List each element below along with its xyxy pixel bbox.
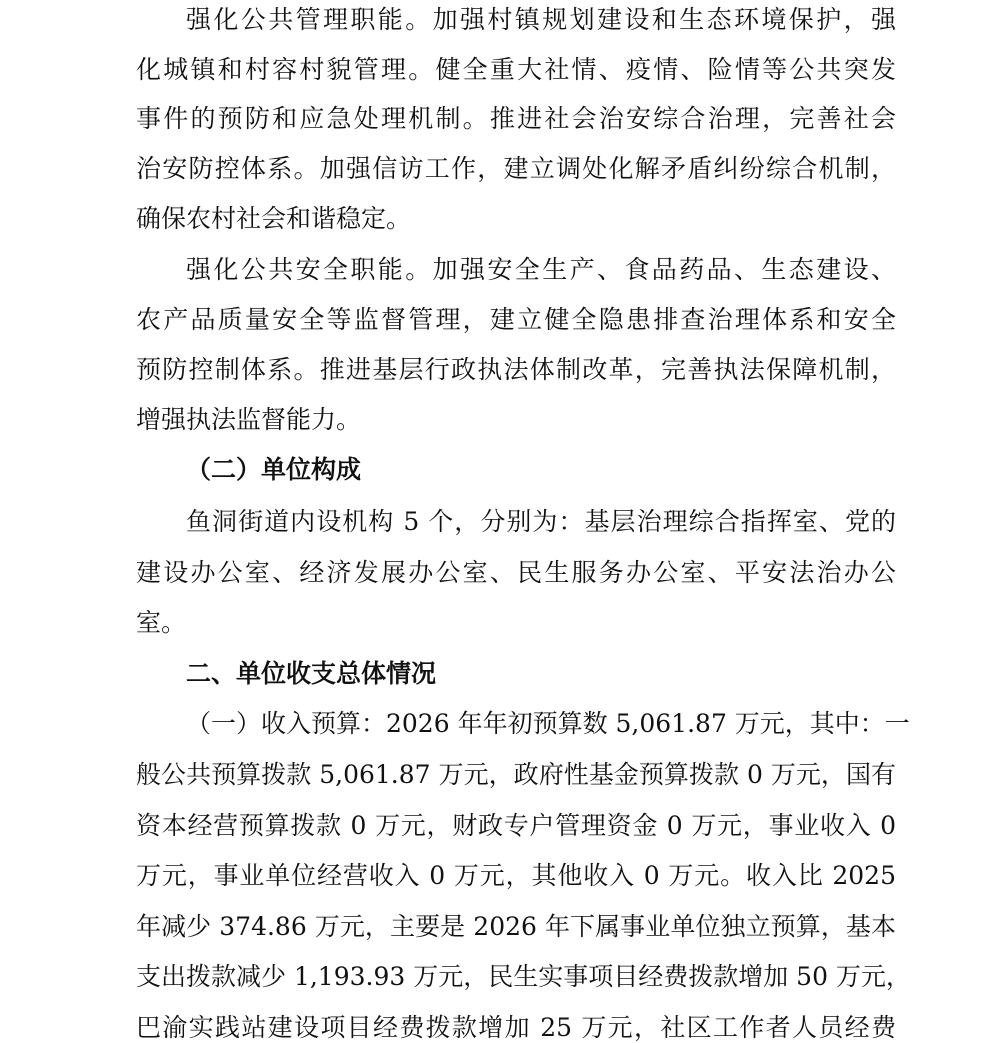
paragraph-line: 增强执法监督能力。 [136,405,362,434]
paragraph-line: 确保农村社会和谐稳定。 [136,204,412,233]
paragraph-line: 农产品质量安全等监督管理，建立健全隐患排查治理体系和安全 [136,305,896,334]
paragraph-line: 治安防控体系。加强信访工作，建立调处化解矛盾纠纷综合机制， [136,154,896,183]
paragraph-line: 事件的预防和应急处理机制。推进社会治安综合治理，完善社会 [136,104,896,133]
paragraph-line: 万元，事业单位经营收入 0 万元，其他收入 0 万元。收入比 2025 [136,861,896,890]
paragraph-line: 资本经营预算拨款 0 万元，财政专户管理资金 0 万元，事业收入 0 [136,811,896,840]
paragraph-line: （一）收入预算：2026 年年初预算数 5,061.87 万元，其中：一 [186,709,910,738]
paragraph-line: 建设办公室、经济发展办公室、民生服务办公室、平安法治办公 [136,558,896,587]
paragraph-line: 支出拨款减少 1,193.93 万元，民生实事项目经费拨款增加 50 万元， [136,962,911,991]
paragraph-line: 般公共预算拨款 5,061.87 万元，政府性基金预算拨款 0 万元，国有 [136,760,896,789]
paragraph-line: 鱼洞街道内设机构 5 个，分别为：基层治理综合指挥室、党的 [186,507,896,536]
paragraph-line: 化城镇和村容村貌管理。健全重大社情、疫情、险情等公共突发 [136,55,896,84]
paragraph-line: 强化公共管理职能。加强村镇规划建设和生态环境保护，强 [186,5,896,34]
paragraph-line: 巴渝实践站建设项目经费拨款增加 25 万元，社区工作者人员经费 [136,1013,896,1042]
section-heading: （二）单位构成 [186,455,362,484]
paragraph-line: 年减少 374.86 万元，主要是 2026 年下属事业单位独立预算，基本 [136,912,896,941]
paragraph-line: 预防控制体系。推进基层行政执法体制改革，完善执法保障机制， [136,355,896,384]
paragraph-line: 强化公共安全职能。加强安全生产、食品药品、生态建设、 [186,255,896,284]
paragraph-line: 室。 [136,608,187,637]
section-heading: 二、单位收支总体情况 [186,659,437,688]
